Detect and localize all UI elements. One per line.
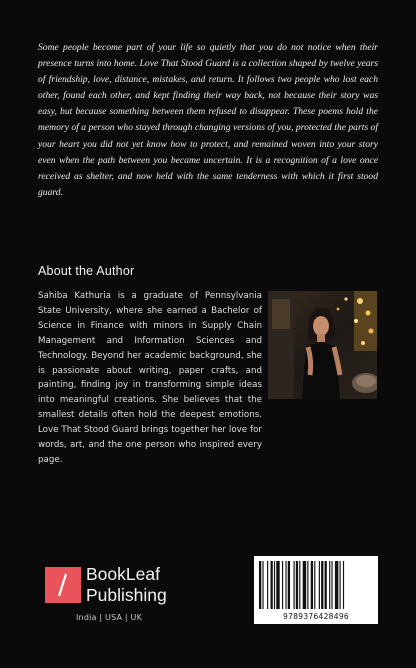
barcode-bar xyxy=(299,561,300,609)
isbn-barcode xyxy=(254,556,378,624)
isbn-number: 9789376428496 xyxy=(283,612,349,621)
barcode-bar xyxy=(267,561,268,609)
barcode-bar xyxy=(296,561,298,609)
barcode-bar xyxy=(343,561,344,609)
publisher-regions: India | USA | UK xyxy=(76,613,143,622)
about-author-heading: About the Author xyxy=(38,264,135,278)
barcode-bar xyxy=(311,561,313,609)
publisher-name xyxy=(86,564,167,606)
barcode-bar xyxy=(294,561,295,609)
publisher-name-line1: BookLeaf xyxy=(86,564,160,584)
barcode-bar xyxy=(340,561,341,609)
barcode-bar xyxy=(288,561,290,609)
barcode-bar xyxy=(271,561,273,609)
barcode-bar xyxy=(259,561,261,609)
barcode-bar xyxy=(274,561,275,609)
publisher-logo-icon xyxy=(45,567,81,603)
author-photo xyxy=(268,291,377,399)
barcode-bar xyxy=(307,561,308,609)
barcode-bar xyxy=(321,561,323,609)
barcode-bar xyxy=(319,561,320,609)
barcode-bar xyxy=(325,561,327,609)
barcode-bar xyxy=(314,561,315,609)
barcode-bar xyxy=(285,561,286,609)
author-bio: Sahiba Kathuria is a graduate of Pennsylvania State University, where she earned a Bachelor of Science in Finance with minors in Supply Chain Management and Information Sciences and Technology. Beyond her academic background, she is passionate about writing, paper crafts, and painting, finding joy in transforming simple ideas into meaningful creations. She believes that the smallest details often hold the deepest emotions. Love That Stood Guard brings together her love for words, art, and the one person who inspired every page. xyxy=(38,291,262,465)
barcode-bar xyxy=(335,561,338,609)
barcode-bar xyxy=(262,561,263,609)
barcode-bar xyxy=(282,561,283,609)
barcode-bar xyxy=(276,561,279,609)
back-cover-blurb: Some people become part of your life so quietly that you do not notice when their presence turns into home. Love That Stood Guard is a collection shaped by twelve years of friendship, love, distance, mistakes, and return. It follows two people who lost each other, found each other, and kept finding their way back, not because their story was easy, but because something between them refused to disappear. These poems hold the memory of a person who stayed through changing versions of you, protected the parts of your heart you did not yet know how to protect, and remained woven into your story even when the path between you became uncertain. It is a recognition of a love once received as shelter, and now held with the same tenderness with which it first stood guard. xyxy=(38,42,378,198)
barcode-bar xyxy=(329,561,330,609)
publisher-name-line2: Publishing xyxy=(86,585,167,605)
barcode-bar xyxy=(303,561,306,609)
barcode-bar xyxy=(331,561,332,609)
